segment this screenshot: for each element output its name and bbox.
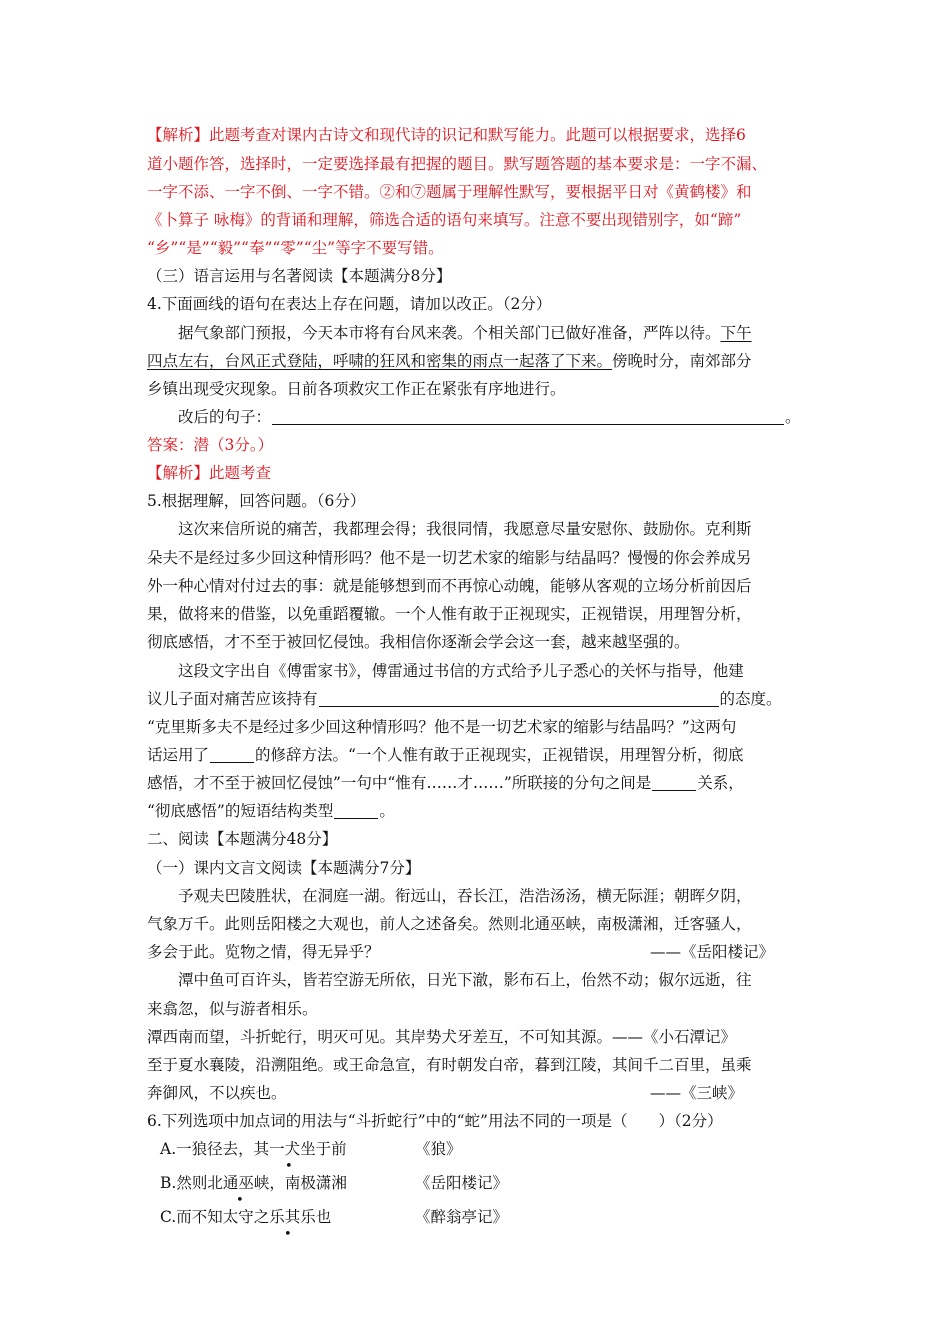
underlined-sentence: 四点左右，台风正式登陆，呼啸的狂风和密集的雨点一起落了下来。: [147, 352, 613, 370]
option-b[interactable]: B.然则北通巫峡，南极潇湘: [160, 1174, 347, 1192]
option-c[interactable]: C.而不知太守之乐其乐也: [160, 1208, 332, 1226]
q4-passage-line-1: [178, 322, 752, 344]
q5-text: 议儿子面对痛苦应该持有: [147, 690, 318, 708]
q4-analysis: 【解析】此题考查: [147, 464, 272, 482]
q5-question-line-5: [147, 772, 744, 794]
q5-question-line-4: [147, 744, 743, 766]
q5-text: 关系，: [697, 774, 744, 792]
sub1-heading: （一）课内文言文阅读【本题满分7分】: [147, 859, 421, 877]
q4-rewrite-line: [178, 406, 801, 428]
analysis-line-3: 一字不添、一字不倒、一字不错。②和⑦题属于理解性默写，要根据平日对《黄鹤楼》和: [147, 183, 752, 201]
analysis-line-2: 道小题作答，选择时，一定要选择最有把握的题目。默写题答题的基本要求是：一字不漏、: [147, 155, 768, 173]
answer-blank[interactable]: [334, 803, 378, 819]
q5-letter-line-3: 外一种心情对付过去的事：就是能够想到而不再惊心动魄，能够从客观的立场分析前因后: [147, 577, 752, 595]
q5-text: 感悟，才不至于被回忆侵蚀”一句中“惟有……才……”所联接的分句之间是: [147, 774, 652, 792]
classical-c-source: ——《三峡》: [650, 1084, 744, 1102]
analysis-line-4: 《卜算子 咏梅》的背诵和理解，筛选合适的语句来填写。注意不要出现错别字，如“蹄”: [147, 211, 742, 229]
q4-answer: 答案：潜（3分。）: [147, 436, 274, 454]
q5-text: 。: [379, 802, 395, 820]
underlined-sentence: 下午: [720, 324, 752, 342]
emphasis-dot: •: [236, 1193, 244, 1208]
emphasis-dot: •: [285, 1159, 293, 1174]
emphasis-dot: •: [284, 1227, 292, 1242]
classical-c-line-2: 奔御风，不以疾也。: [147, 1084, 287, 1102]
q5-letter-line-4: 果，做将来的借鉴，以免重蹈覆辙。一个人惟有敢于正视现实，正视错误，用理智分析，: [147, 605, 752, 623]
classical-b-line-2: 来翕忽，似与游者相乐。: [147, 1000, 318, 1018]
option-c-source: 《醉翁亭记》: [415, 1208, 509, 1226]
q5-question-line-1: 这段文字出自《傅雷家书》，傅雷通过书信的方式给予儿子悉心的关怀与指导，他建: [178, 662, 744, 680]
q6-prompt: 6.下列选项中加点词的用法与“斗折蛇行”中的“蛇”用法不同的一项是（ ）（2分）: [147, 1112, 723, 1130]
q5-letter-line-2: 朵夫不是经过多少回这种情形吗？他不是一切艺术家的缩影与结晶吗？慢慢的你会养成另: [147, 549, 752, 567]
classical-a-line-2: 气象万千。此则岳阳楼之大观也，前人之述备矣。然则北通巫峡，南极潇湘，迁客骚人，: [147, 915, 752, 933]
answer-blank[interactable]: [652, 775, 696, 791]
q4-passage-text: 傍晚时分，南郊部分: [612, 352, 752, 370]
classical-a-line-1: 予观夫巴陵胜状，在洞庭一湖。衔远山，吞长江，浩浩汤汤，横无际涯；朝晖夕阴，: [178, 887, 752, 905]
section3-heading: （三）语言运用与名著阅读【本题满分8分】: [147, 267, 452, 285]
q5-letter-line-1: 这次来信所说的痛苦，我都理会得；我很同情，我愿意尽量安慰你、鼓励你。克利斯: [178, 520, 752, 538]
q5-letter-line-5: 彻底感悟，才不至于被回忆侵蚀。我相信你逐渐会学会这一套，越来越坚强的。: [147, 633, 690, 651]
option-a[interactable]: A.一狼径去，其一犬坐于前: [160, 1140, 347, 1158]
classical-a-line-3: 多会于此。览物之情，得无异乎？: [147, 943, 380, 961]
classical-a-source: ——《岳阳楼记》: [650, 943, 775, 961]
answer-blank[interactable]: [272, 409, 784, 425]
q4-passage-line-2: [147, 350, 752, 372]
answer-blank[interactable]: [210, 747, 254, 763]
q4-passage-text: 据气象部门预报，今天本市将有台风来袭。个相关部门已做好准备，严阵以待。: [178, 324, 721, 342]
q5-question-line-2: [147, 688, 782, 710]
rewrite-end: 。: [785, 408, 801, 426]
q5-text: 的修辞方法。“一个人惟有敢于正视现实，正视错误，用理智分析，彻底: [255, 746, 744, 764]
analysis-line-5: “乡”“是”“毅”“奉”“零”“尘”等字不要写错。: [147, 239, 444, 257]
option-b-source: 《岳阳楼记》: [415, 1174, 509, 1192]
rewrite-label: 改后的句子：: [178, 408, 272, 426]
q5-question-line-6: [147, 800, 395, 822]
q4-prompt: 4.下面画线的语句在表达上存在问题，请加以改正。（2分）: [147, 295, 552, 313]
classical-b-line-1: 潭中鱼可百许头，皆若空游无所依，日光下澈，影布石上，佁然不动；俶尔远逝，往: [178, 971, 752, 989]
q5-text: “彻底感悟”的短语结构类型: [147, 802, 334, 820]
q5-text: 话运用了: [147, 746, 210, 764]
q5-question-line-3: “克里斯多夫不是经过多少回这种情形吗？他不是一切艺术家的缩影与结晶吗？”这两句: [147, 718, 737, 736]
q5-prompt: 5.根据理解，回答问题。（6分）: [147, 492, 366, 510]
classical-b-line-3: 潭西南而望，斗折蛇行，明灭可见。其岸势犬牙差互，不可知其源。——《小石潭记》: [147, 1028, 737, 1046]
part2-heading: 二、阅读【本题满分48分】: [147, 830, 338, 848]
option-a-source: 《狼》: [415, 1140, 462, 1158]
answer-blank[interactable]: [319, 691, 719, 707]
q5-text: 的态度。: [719, 690, 782, 708]
classical-c-line-1: 至于夏水襄陵，沿溯阻绝。或王命急宣，有时朝发白帝，暮到江陵，其间千二百里，虽乘: [147, 1056, 752, 1074]
analysis-line-1: 【解析】此题考查对课内古诗文和现代诗的识记和默写能力。此题可以根据要求，选择6: [147, 126, 746, 144]
q4-passage-line-3: 乡镇出现受灾现象。日前各项救灾工作正在紧张有序地进行。: [147, 380, 566, 398]
